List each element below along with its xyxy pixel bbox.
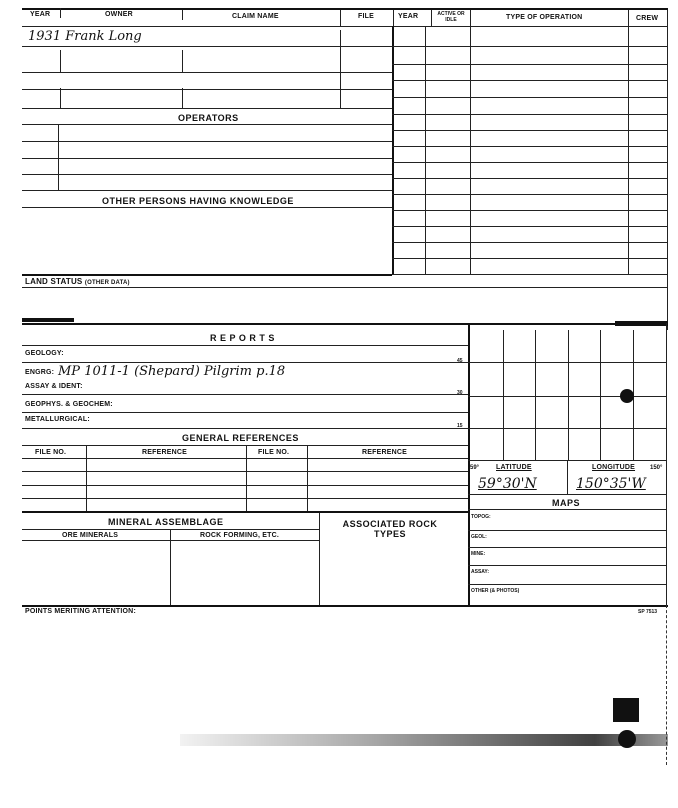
row-line [22, 207, 392, 208]
row-line [22, 511, 468, 513]
row-line [392, 226, 668, 227]
row-line [392, 162, 668, 163]
header-crew: CREW [636, 15, 659, 22]
row-line [468, 494, 666, 495]
header-underline [22, 26, 668, 27]
divider [393, 10, 394, 26]
row-line [22, 190, 392, 191]
scan-mark-circle [618, 730, 636, 748]
divider [468, 323, 470, 605]
row-line [392, 97, 668, 98]
grid-line [503, 330, 504, 460]
row-line [22, 72, 392, 73]
reports-header: R E P O R T S [210, 333, 275, 343]
divider [666, 323, 667, 605]
row-line [392, 146, 668, 147]
divider [182, 50, 183, 72]
row-line [22, 498, 468, 499]
separator-bar-left [22, 318, 74, 322]
row-line [22, 108, 392, 109]
grid-line [468, 428, 666, 429]
scan-mark-square [613, 698, 639, 722]
lon-corner: 150° [650, 465, 663, 471]
location-marker-icon [620, 389, 634, 403]
row-line [22, 345, 468, 346]
divider [340, 30, 341, 108]
row-line [392, 258, 668, 259]
assay-label: ASSAY & IDENT: [25, 383, 83, 390]
header-owner: OWNER [105, 11, 133, 18]
ref-file-no-2: FILE NO. [258, 449, 290, 456]
ref-file-no-1: FILE NO. [35, 449, 67, 456]
row-line [22, 46, 392, 47]
divider [470, 10, 471, 26]
divider [60, 88, 61, 108]
row-line [22, 458, 468, 459]
divider [307, 445, 308, 511]
header-type-of-operation: TYPE OF OPERATION [506, 14, 583, 21]
row-line [22, 158, 392, 159]
row-line [468, 509, 666, 510]
row-line [22, 412, 468, 413]
row-line [22, 445, 468, 446]
geophys-label: GEOPHYS. & GEOCHEM: [25, 401, 113, 408]
grid-line [600, 330, 601, 460]
marker-30: 30 [457, 390, 463, 396]
divider [86, 445, 87, 511]
geology-label: GEOLOGY: [25, 350, 64, 357]
ore-minerals-label: ORE MINERALS [62, 532, 119, 539]
row-line [392, 64, 668, 65]
row-line [22, 141, 392, 142]
divider [58, 124, 59, 190]
header-claim-name: CLAIM NAME [232, 13, 279, 20]
divider [567, 460, 568, 494]
divider [182, 10, 183, 20]
divider [667, 10, 668, 330]
other-persons-header: OTHER PERSONS HAVING KNOWLEDGE [102, 196, 294, 206]
header-file: FILE [358, 13, 374, 20]
row-line [392, 46, 668, 47]
row-line [392, 114, 668, 115]
maps-mine: MINE: [471, 551, 486, 557]
scan-smudge [180, 734, 668, 746]
row-line [22, 394, 468, 395]
latitude-label: LATITUDE [496, 464, 532, 471]
row-line [22, 287, 668, 288]
land-status-sub: (OTHER DATA) [84, 280, 130, 286]
row-line [22, 471, 468, 472]
row-line [22, 174, 392, 175]
row-line [22, 89, 392, 90]
engrg-label: ENGRG: [25, 369, 55, 376]
land-status-label [25, 277, 130, 286]
top-border [22, 8, 668, 10]
header-year: YEAR [30, 11, 51, 18]
metallurgical-label: METALLURGICAL: [25, 416, 90, 423]
row-line [392, 210, 668, 211]
longitude-value: 150°35'W [576, 476, 646, 492]
row-line [392, 274, 668, 275]
divider [246, 445, 247, 511]
lat-corner: 59° [470, 465, 480, 471]
maps-other: OTHER (& PHOTOS) [471, 588, 520, 594]
row-line [22, 362, 468, 363]
general-references-header: GENERAL REFERENCES [182, 433, 299, 443]
header-active-idle: ACTIVE OR IDLE [437, 11, 465, 23]
header-year-2: YEAR [398, 13, 419, 20]
right-edge-line [666, 605, 667, 765]
form-number: SP 7513 [638, 609, 658, 615]
operators-header: OPERATORS [178, 113, 239, 123]
row-line [468, 547, 666, 548]
rock-forming-label: ROCK FORMING, ETC. [200, 532, 280, 539]
longitude-label: LONGITUDE [592, 464, 636, 471]
maps-topog: TOPOG: [471, 514, 491, 520]
divider [628, 10, 629, 26]
divider [319, 513, 320, 605]
ref-reference-2: REFERENCE [362, 449, 407, 456]
divider [170, 529, 171, 605]
row-line [22, 323, 668, 325]
row-line [468, 565, 666, 566]
row-line [392, 130, 668, 131]
marker-15: 15 [457, 423, 463, 429]
grid-line [535, 330, 536, 460]
owner-entry: 1931 Frank Long [28, 29, 142, 44]
divider [431, 10, 432, 26]
latitude-value: 59°30'N [478, 476, 537, 492]
maps-assay: ASSAY: [471, 569, 490, 575]
divider [60, 50, 61, 72]
maps-header: MAPS [552, 498, 581, 508]
land-status-title: LAND STATUS [25, 277, 83, 286]
engrg-value: MP 1011-1 (Shepard) Pilgrim p.18 [58, 364, 286, 379]
row-line [22, 428, 468, 429]
associated-rock-types-header: ASSOCIATED ROCK TYPES [342, 519, 438, 539]
row-line [392, 242, 668, 243]
divider [60, 8, 61, 18]
row-line [22, 124, 392, 125]
separator-bar-right [615, 321, 668, 326]
ref-reference-1: REFERENCE [142, 449, 187, 456]
grid-line [568, 330, 569, 460]
row-line [392, 80, 668, 81]
divider [340, 10, 341, 26]
row-line [22, 485, 468, 486]
divider [182, 88, 183, 108]
row-line [468, 530, 666, 531]
row-line [22, 274, 392, 276]
row-line [468, 584, 666, 585]
mineral-assemblage-header: MINERAL ASSEMBLAGE [108, 517, 224, 527]
maps-geol: GEOL: [471, 534, 487, 540]
row-line [392, 194, 668, 195]
grid-line [468, 396, 666, 397]
row-line [22, 605, 668, 607]
marker-45: 45 [457, 358, 463, 364]
points-meriting-attention-label: POINTS MERITING ATTENTION: [25, 608, 136, 615]
row-line [392, 178, 668, 179]
grid-line [468, 362, 666, 363]
